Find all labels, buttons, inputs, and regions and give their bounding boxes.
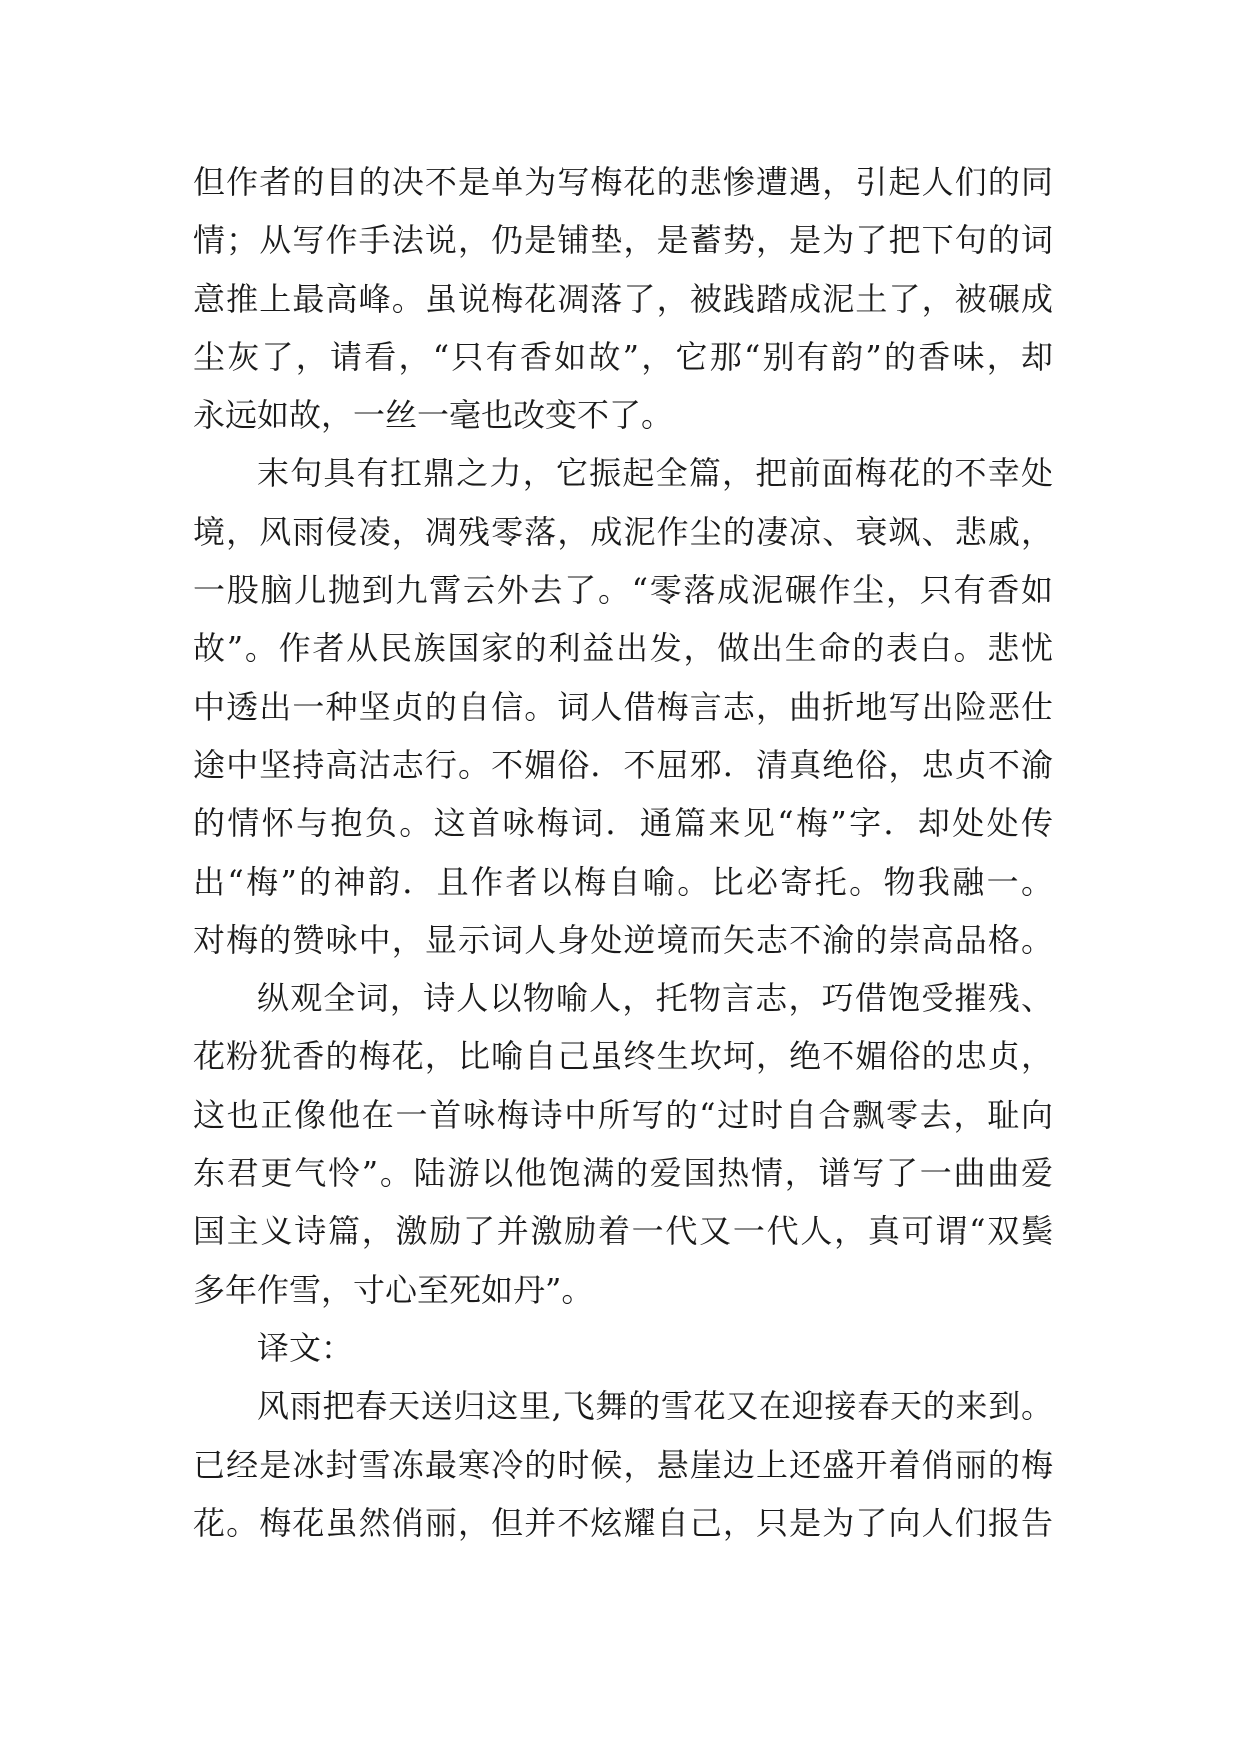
text-line: 的情怀与抱负。这首咏梅词．通篇来见“梅”字．却处处传 <box>193 804 1053 843</box>
text-line: 情；从写作手法说，仍是铺垫，是蓄势，是为了把下句的词 <box>193 221 1053 260</box>
text-line: 永远如故，一丝一毫也改变不了。 <box>193 396 674 435</box>
text-line: 多年作雪，寸心至死如丹”。 <box>193 1270 594 1309</box>
text-line: 花粉犹香的梅花，比喻自己虽终生坎坷，绝不媚俗的忠贞， <box>193 1037 1053 1076</box>
text-line: 意推上最高峰。虽说梅花凋落了，被践踏成泥土了，被碾成 <box>193 279 1053 318</box>
text-line: 中透出一种坚贞的自信。词人借梅言志，曲折地写出险恶仕 <box>193 687 1053 726</box>
text-line: 已经是冰封雪冻最寒冷的时候，悬崖边上还盛开着俏丽的梅 <box>193 1445 1053 1484</box>
text-line: 国主义诗篇，激励了并激励着一代又一代人，真可谓“双鬓 <box>193 1212 1053 1251</box>
text-line: 对梅的赞咏中，显示词人身处逆境而矢志不渝的崇高品格。 <box>193 920 1053 959</box>
text-line: 东君更气怜”。陆游以他饱满的爱国热情，谱写了一曲曲爱 <box>193 1154 1053 1193</box>
text-line: 纵观全词，诗人以物喻人，托物言志，巧借饱受摧残、 <box>257 979 1053 1018</box>
text-line: 尘灰了，请看，“只有香如故”，它那“别有韵”的香味，却 <box>193 337 1053 376</box>
text-line: 一股脑儿抛到九霄云外去了。“零落成泥碾作尘，只有香如 <box>193 571 1053 610</box>
document-body <box>193 153 1053 1552</box>
text-line: 末句具有扛鼎之力，它振起全篇，把前面梅花的不幸处 <box>257 454 1053 493</box>
text-line: 故”。作者从民族国家的利益出发，做出生命的表白。悲忧 <box>193 629 1053 668</box>
text-line: 境，风雨侵凌，凋残零落，成泥作尘的凄凉、衰飒、悲戚， <box>193 512 1053 551</box>
text-line: 风雨把春天送归这里,飞舞的雪花又在迎接春天的来到。 <box>257 1387 1053 1426</box>
text-line: 花。梅花虽然俏丽，但并不炫耀自己，只是为了向人们报告 <box>193 1503 1053 1542</box>
text-line: 途中坚持高沽志行。不媚俗．不屈邪．清真绝俗，忠贞不渝 <box>193 745 1053 784</box>
text-line: 这也正像他在一首咏梅诗中所写的“过时自合飘零去，耻向 <box>193 1095 1053 1134</box>
text-line: 译文： <box>257 1328 354 1367</box>
text-line: 出“梅”的神韵．且作者以梅自喻。比必寄托。物我融一。 <box>193 862 1053 901</box>
text-line: 但作者的目的决不是单为写梅花的悲惨遭遇，引起人们的同 <box>193 163 1053 201</box>
